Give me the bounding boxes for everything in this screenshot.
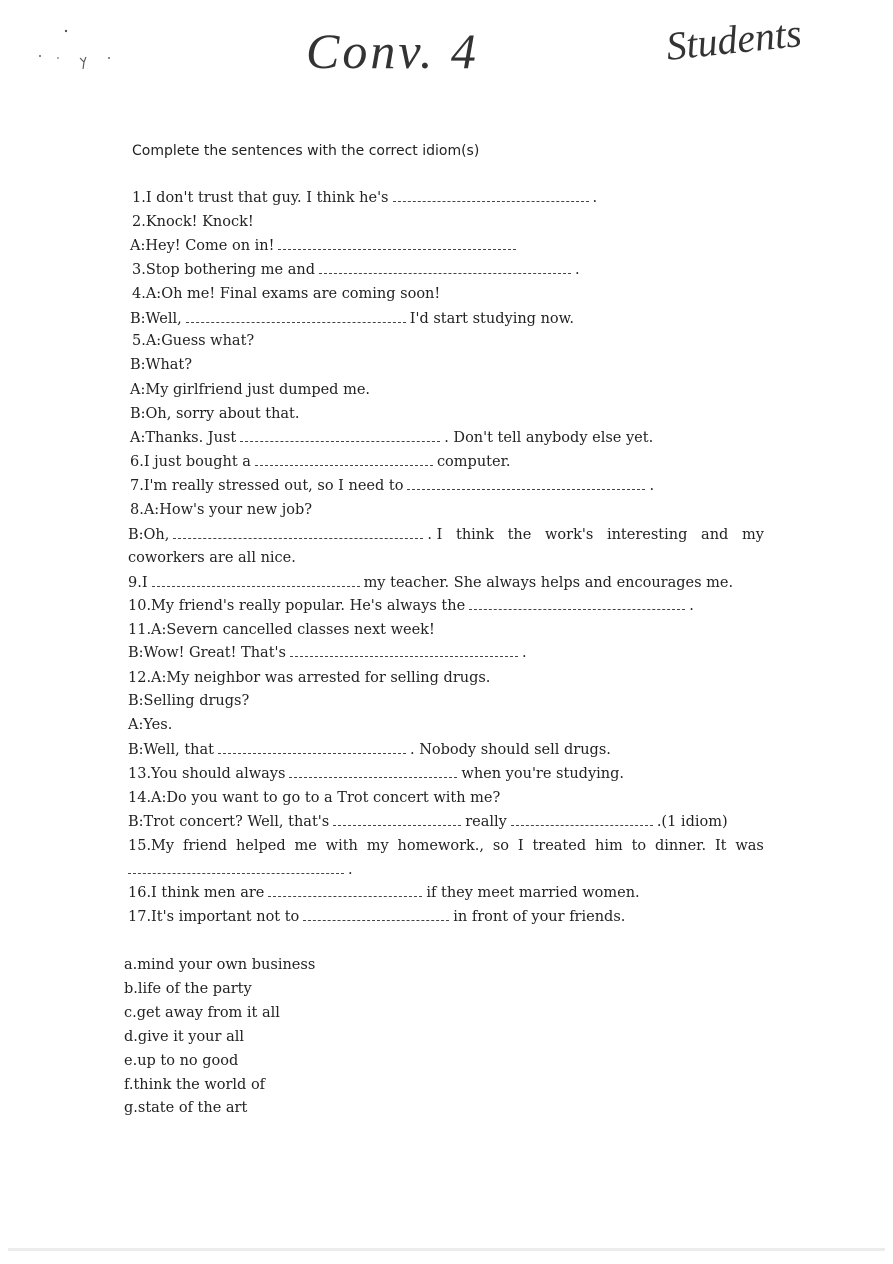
sentence-12-b2: B:Well, that . Nobody should sell drugs. <box>128 742 611 758</box>
instructions: Complete the sentences with the correct idiom(s) <box>132 143 480 159</box>
sentence-5-a1: A:My girlfriend just dumped me. <box>130 382 371 398</box>
answer-blank[interactable] <box>289 768 457 778</box>
answer-blank[interactable] <box>303 911 449 921</box>
sentence-5-a2: A:Thanks. Just . Don't tell anybody else yet. <box>130 430 654 446</box>
answer-blank[interactable] <box>319 264 571 274</box>
sentence-4-b: B:Well, I'd start studying now. <box>130 311 574 327</box>
answer-blank[interactable] <box>128 864 344 874</box>
handwritten-label: Students <box>664 10 804 69</box>
sentence-13: 13.You should always when you're studying. <box>128 766 625 782</box>
sentence-5: 5.A:Guess what? <box>132 333 255 349</box>
sentence-4: 4.A:Oh me! Final exams are coming soon! <box>132 286 441 302</box>
answer-blank[interactable] <box>407 480 645 490</box>
sentence-12-b1: B:Selling drugs? <box>128 693 250 709</box>
sentence-17: 17.It's important not to in front of your friends. <box>128 909 626 925</box>
sentence-6: 6.I just bought a computer. <box>130 454 511 470</box>
sentence-1: 1.I don't trust that guy. I think he's . <box>132 190 598 206</box>
sentence-11: 11.A:Severn cancelled classes next week! <box>128 622 435 638</box>
answer-blank[interactable] <box>218 744 406 754</box>
answer-blank[interactable] <box>393 192 589 202</box>
sentence-14-b: B:Trot concert? Well, that's really .(1 idiom) <box>128 814 728 830</box>
answer-blank[interactable] <box>173 529 423 539</box>
sentence-16: 16.I think men are if they meet married women. <box>128 885 640 901</box>
sentence-15: 15.My friend helped me with my homework., so I treated him to dinner. It was <box>128 838 764 854</box>
sentence-8-b: B:Oh, . I think the work's interesting and my <box>128 527 764 543</box>
answer-option: c.get away from it all <box>124 1005 280 1021</box>
sentence-5-b1: B:What? <box>130 357 193 373</box>
sentence-3: 3.Stop bothering me and . <box>132 262 580 278</box>
sentence-7: 7.I'm really stressed out, so I need to . <box>130 478 655 494</box>
sentence-12: 12.A:My neighbor was arrested for selling drugs. <box>128 670 491 686</box>
sentence-2: 2.Knock! Knock! <box>132 214 254 230</box>
answer-blank[interactable] <box>333 816 461 826</box>
sentence-11-b: B:Wow! Great! That's . <box>128 645 527 661</box>
sentence-8-cont: coworkers are all nice. <box>128 550 296 566</box>
scan-edge <box>8 1248 885 1251</box>
sentence-9: 9.I my teacher. She always helps and encourages me. <box>128 575 734 591</box>
answer-blank[interactable] <box>278 240 516 250</box>
sentence-2-a: A:Hey! Come on in! <box>130 239 520 254</box>
sentence-10: 10.My friend's really popular. He's always the . <box>128 598 694 614</box>
answer-option: f.think the world of <box>124 1077 266 1093</box>
answer-option: b.life of the party <box>124 981 252 997</box>
answer-option: d.give it your all <box>124 1029 244 1045</box>
sentence-5-b2: B:Oh, sorry about that. <box>130 406 300 422</box>
answer-blank[interactable] <box>290 647 518 657</box>
answer-blank[interactable] <box>255 456 433 466</box>
answer-option: a.mind your own business <box>124 957 316 973</box>
handwritten-title: Conv. 4 <box>306 23 479 79</box>
answer-option: e.up to no good <box>124 1053 239 1069</box>
sentence-12-a: A:Yes. <box>128 717 173 733</box>
answer-blank[interactable] <box>268 887 422 897</box>
sentence-14: 14.A:Do you want to go to a Trot concert with me? <box>128 790 501 806</box>
answer-blank[interactable] <box>240 432 440 442</box>
answer-blank[interactable] <box>186 313 406 323</box>
answer-blank[interactable] <box>469 600 685 610</box>
answer-option: g.state of the art <box>124 1100 248 1116</box>
answer-blank[interactable] <box>152 577 360 587</box>
sentence-8: 8.A:How's your new job? <box>130 502 313 518</box>
sentence-15-cont: . <box>124 863 353 878</box>
answer-blank[interactable] <box>511 816 653 826</box>
